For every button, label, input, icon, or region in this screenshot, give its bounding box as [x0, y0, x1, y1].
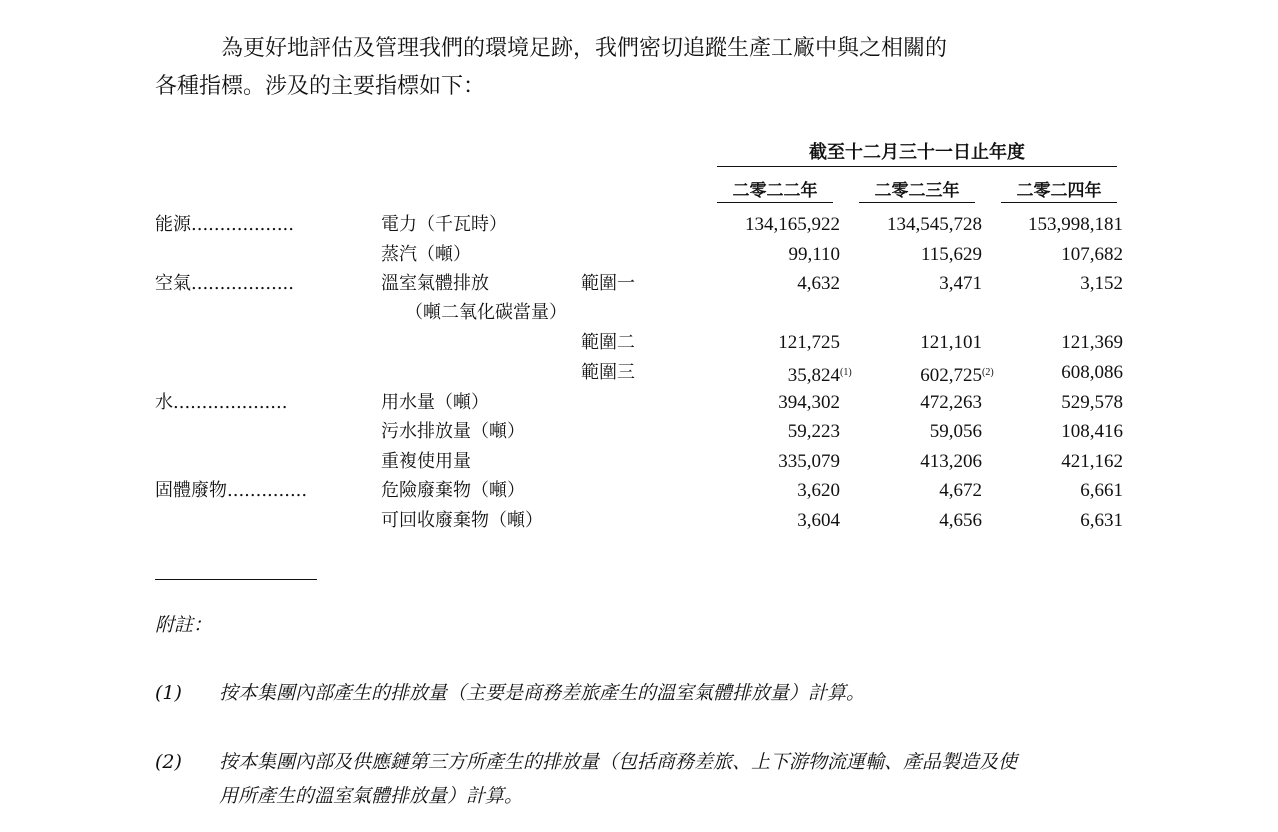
value-cell: 3,152: [1080, 273, 1123, 294]
table-row: [0, 477, 1278, 505]
value-cell: 121,725: [778, 332, 840, 353]
value-cell: 472,263: [920, 392, 982, 413]
footnote-marker: (2): [155, 751, 182, 773]
indicator-label: 溫室氣體排放: [381, 273, 489, 294]
value-cell: 6,631: [1080, 510, 1123, 531]
year-rule: [717, 202, 833, 203]
value-cell: 335,079: [778, 451, 840, 472]
category-label: 空氣..................: [155, 273, 294, 294]
indicator-label: 污水排放量（噸）: [381, 421, 525, 442]
indicator-label: 危險廢棄物（噸）: [381, 480, 525, 501]
value-cell: 107,682: [1061, 244, 1123, 265]
year-header-2023: 二零二三年: [874, 181, 960, 201]
table-row: [0, 270, 1278, 298]
scope-label: 範圍二: [581, 332, 635, 353]
value-cell: 4,672: [939, 480, 982, 501]
notes-title: 附註：: [155, 614, 213, 636]
category-label: 水....................: [155, 392, 288, 413]
value-cell: 134,165,922: [745, 214, 840, 235]
value-cell: 134,545,728: [887, 214, 982, 235]
footnote-marker: (1): [155, 682, 182, 704]
intro-paragraph: [155, 30, 1135, 106]
value-cell: 108,416: [1061, 421, 1123, 442]
value-cell: 602,725$^{(2)}$: [920, 365, 994, 386]
table-row: [0, 448, 1278, 476]
table-row: [0, 507, 1278, 535]
value-cell: 413,206: [920, 451, 982, 472]
intro-line-2: 各種指標。涉及的主要指標如下：: [155, 74, 486, 99]
value-cell: 6,661: [1080, 480, 1123, 501]
indicator-label: （噸二氧化碳當量）: [405, 302, 567, 323]
value-cell: 3,604: [797, 510, 840, 531]
category-label: 固體廢物..............: [155, 480, 308, 501]
table-row: [0, 211, 1278, 239]
year-header-2022: 二零二二年: [732, 181, 818, 201]
value-cell: 59,223: [787, 421, 840, 442]
value-cell: 153,998,181: [1028, 214, 1123, 235]
value-cell: 99,110: [788, 244, 840, 265]
table-row: [0, 299, 1278, 327]
footnote-text-line-2: 用所產生的溫室氣體排放量）計算。: [219, 785, 524, 807]
footnote-text: [219, 745, 1134, 813]
value-cell: 529,578: [1061, 392, 1123, 413]
table-row: [0, 418, 1278, 446]
value-cell: 3,620: [797, 480, 840, 501]
value-cell: 3,471: [939, 273, 982, 294]
value-cell: 4,632: [797, 273, 840, 294]
table-row: [0, 329, 1278, 357]
footnote-reference: (1): [840, 367, 852, 378]
indicator-label: 電力（千瓦時）: [381, 214, 507, 235]
value-cell: 394,302: [778, 392, 840, 413]
indicator-label: 用水量（噸）: [381, 392, 489, 413]
value-cell: 421,162: [1061, 451, 1123, 472]
intro-line-1: 為更好地評估及管理我們的環境足跡，我們密切追蹤生產工廠中與之相關的: [221, 36, 948, 61]
value-cell: 35,824$^{(1)}$: [787, 365, 852, 386]
table-row: [0, 389, 1278, 417]
value-cell: 121,101: [920, 332, 982, 353]
year-rule: [1001, 202, 1117, 203]
footnote-text-line-1: 按本集團內部及供應鏈第三方所產生的排放量（包括商務差旅、上下游物流運輸、產品製造及使: [219, 751, 1018, 773]
footnote-reference: (2): [982, 367, 994, 378]
scope-label: 範圍一: [581, 273, 635, 294]
value-cell: 115,629: [920, 244, 982, 265]
scope-label: 範圍三: [581, 362, 635, 383]
footnote-text: 按本集團內部產生的排放量（主要是商務差旅產生的溫室氣體排放量）計算。: [219, 682, 866, 704]
value-cell: 608,086: [1061, 362, 1123, 383]
indicator-label: 重複使用量: [381, 451, 471, 472]
year-rule: [859, 202, 975, 203]
period-header: 截至十二月三十一日止年度: [809, 142, 1025, 163]
year-header-2024: 二零二四年: [1016, 181, 1102, 201]
table-row: [0, 241, 1278, 269]
table-row: [0, 359, 1278, 387]
indicator-label: 可回收廢棄物（噸）: [381, 510, 543, 531]
notes-divider: [155, 579, 317, 580]
period-rule: [717, 166, 1117, 167]
value-cell: 121,369: [1061, 332, 1123, 353]
value-cell: 4,656: [939, 510, 982, 531]
indicator-label: 蒸汽（噸）: [381, 244, 471, 265]
category-label: 能源..................: [155, 214, 294, 235]
value-cell: 59,056: [929, 421, 982, 442]
